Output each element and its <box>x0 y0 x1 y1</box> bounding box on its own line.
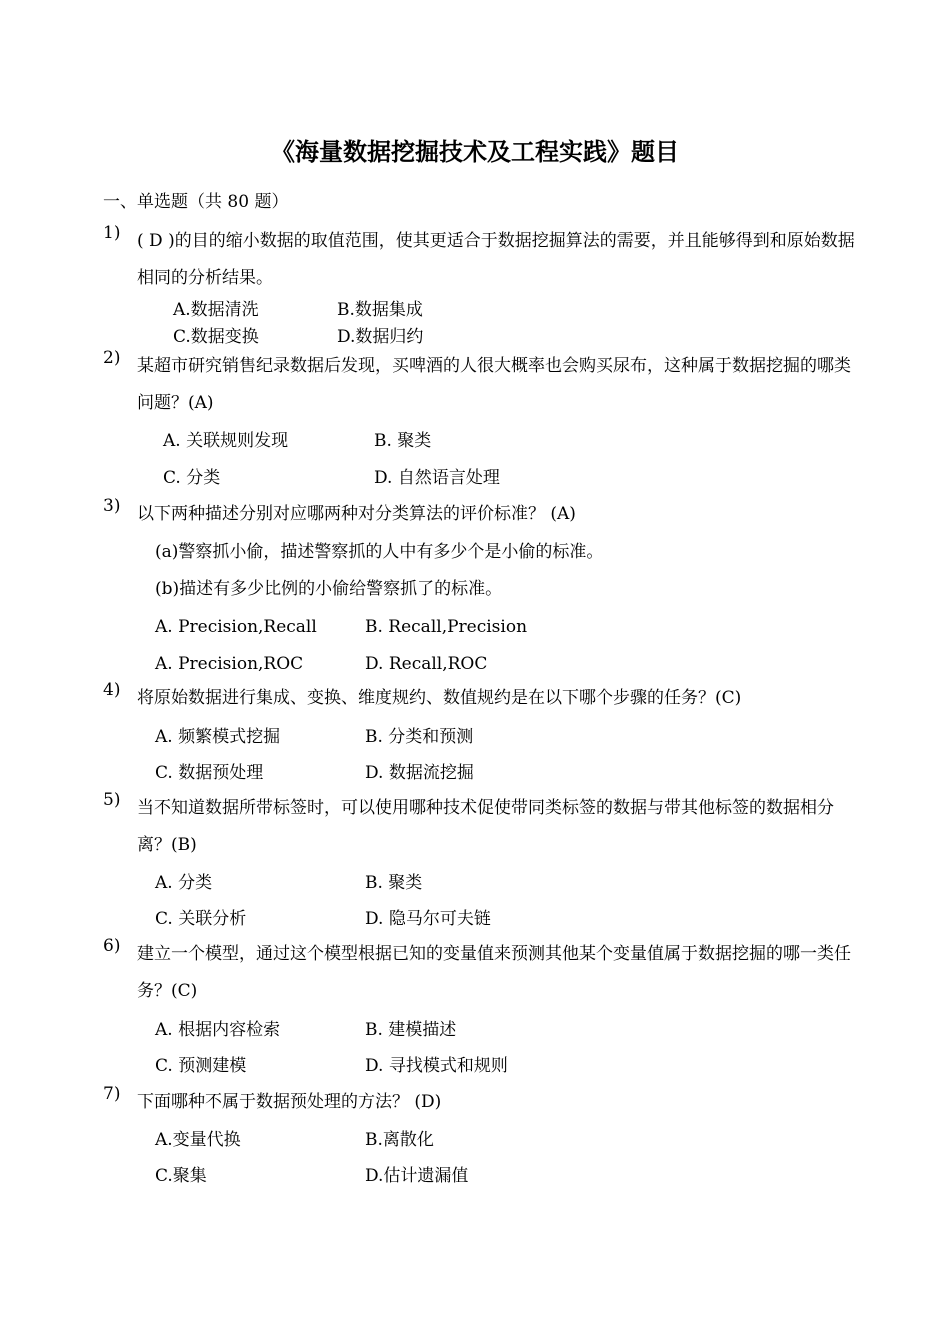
question-2 <box>103 348 863 422</box>
option: A. 分类 <box>155 873 213 893</box>
question-text: 将原始数据进行集成、变换、维度规约、数值规约是在以下哪个步骤的任务？(C) <box>137 688 742 708</box>
option: A. Precision,ROC <box>155 654 304 674</box>
question-text: 以下两种描述分别对应哪两种对分类算法的评价标准？ (A) <box>137 504 576 524</box>
option: B.数据集成 <box>337 300 423 320</box>
question-1 <box>103 223 863 297</box>
question-text: 下面哪种不属于数据预处理的方法？ (D) <box>137 1092 442 1112</box>
question-number: 5) <box>103 790 121 810</box>
option: C. 分类 <box>163 468 221 488</box>
option: C. 关联分析 <box>155 909 247 929</box>
option: A. 关联规则发现 <box>163 431 289 451</box>
option: D. 数据流挖掘 <box>365 763 474 783</box>
option: B. 聚类 <box>374 431 432 451</box>
option: A. 频繁模式挖掘 <box>155 727 281 747</box>
question-text: ( D )的目的缩小数据的取值范围，使其更适合于数据挖掘算法的需要，并且能够得到和原始数据相同的分析结果。 <box>137 231 855 288</box>
sub-statement: (b)描述有多少比例的小偷给警察抓了的标准。 <box>155 579 503 599</box>
option: B. 分类和预测 <box>365 727 474 747</box>
option: D.估计遗漏值 <box>365 1166 469 1186</box>
option: C.聚集 <box>155 1166 207 1186</box>
option: A.数据清洗 <box>173 300 259 320</box>
question-7 <box>103 1084 863 1121</box>
page-title: 《海量数据挖掘技术及工程实践》题目 <box>271 138 679 166</box>
question-number: 6) <box>103 936 121 956</box>
option: B. Recall,Precision <box>365 617 528 637</box>
question-number: 7) <box>103 1084 121 1104</box>
option: D. 隐马尔可夫链 <box>365 909 491 929</box>
option: A. Precision,Recall <box>155 617 317 637</box>
section-heading: 一、单选题（共 80 题） <box>103 192 289 212</box>
option: D.数据归约 <box>337 327 424 347</box>
sub-statement: (a)警察抓小偷，描述警察抓的人中有多少个是小偷的标准。 <box>155 542 604 562</box>
option: A. 根据内容检索 <box>155 1020 281 1040</box>
question-number: 2) <box>103 348 121 368</box>
question-4 <box>103 680 863 717</box>
option: C. 预测建模 <box>155 1056 247 1076</box>
option: D. 自然语言处理 <box>374 468 500 488</box>
option: B.离散化 <box>365 1130 434 1150</box>
question-text: 某超市研究销售纪录数据后发现，买啤酒的人很大概率也会购买尿布，这种属于数据挖掘的哪类问题？(A) <box>137 356 851 413</box>
option: C. 数据预处理 <box>155 763 264 783</box>
option: D. 寻找模式和规则 <box>365 1056 508 1076</box>
question-number: 4) <box>103 680 121 700</box>
question-number: 1) <box>103 223 121 243</box>
option: B. 聚类 <box>365 873 423 893</box>
question-number: 3) <box>103 496 121 516</box>
question-6 <box>103 936 863 1010</box>
option: D. Recall,ROC <box>365 654 488 674</box>
question-3 <box>103 496 863 533</box>
question-text: 当不知道数据所带标签时，可以使用哪种技术促使带同类标签的数据与带其他标签的数据相分离？(B) <box>137 798 834 855</box>
option: B. 建模描述 <box>365 1020 457 1040</box>
option: C.数据变换 <box>173 327 259 347</box>
question-5 <box>103 790 863 864</box>
option: A.变量代换 <box>155 1130 241 1150</box>
question-text: 建立一个模型，通过这个模型根据已知的变量值来预测其他某个变量值属于数据挖掘的哪一类任务？(C) <box>137 944 851 1001</box>
